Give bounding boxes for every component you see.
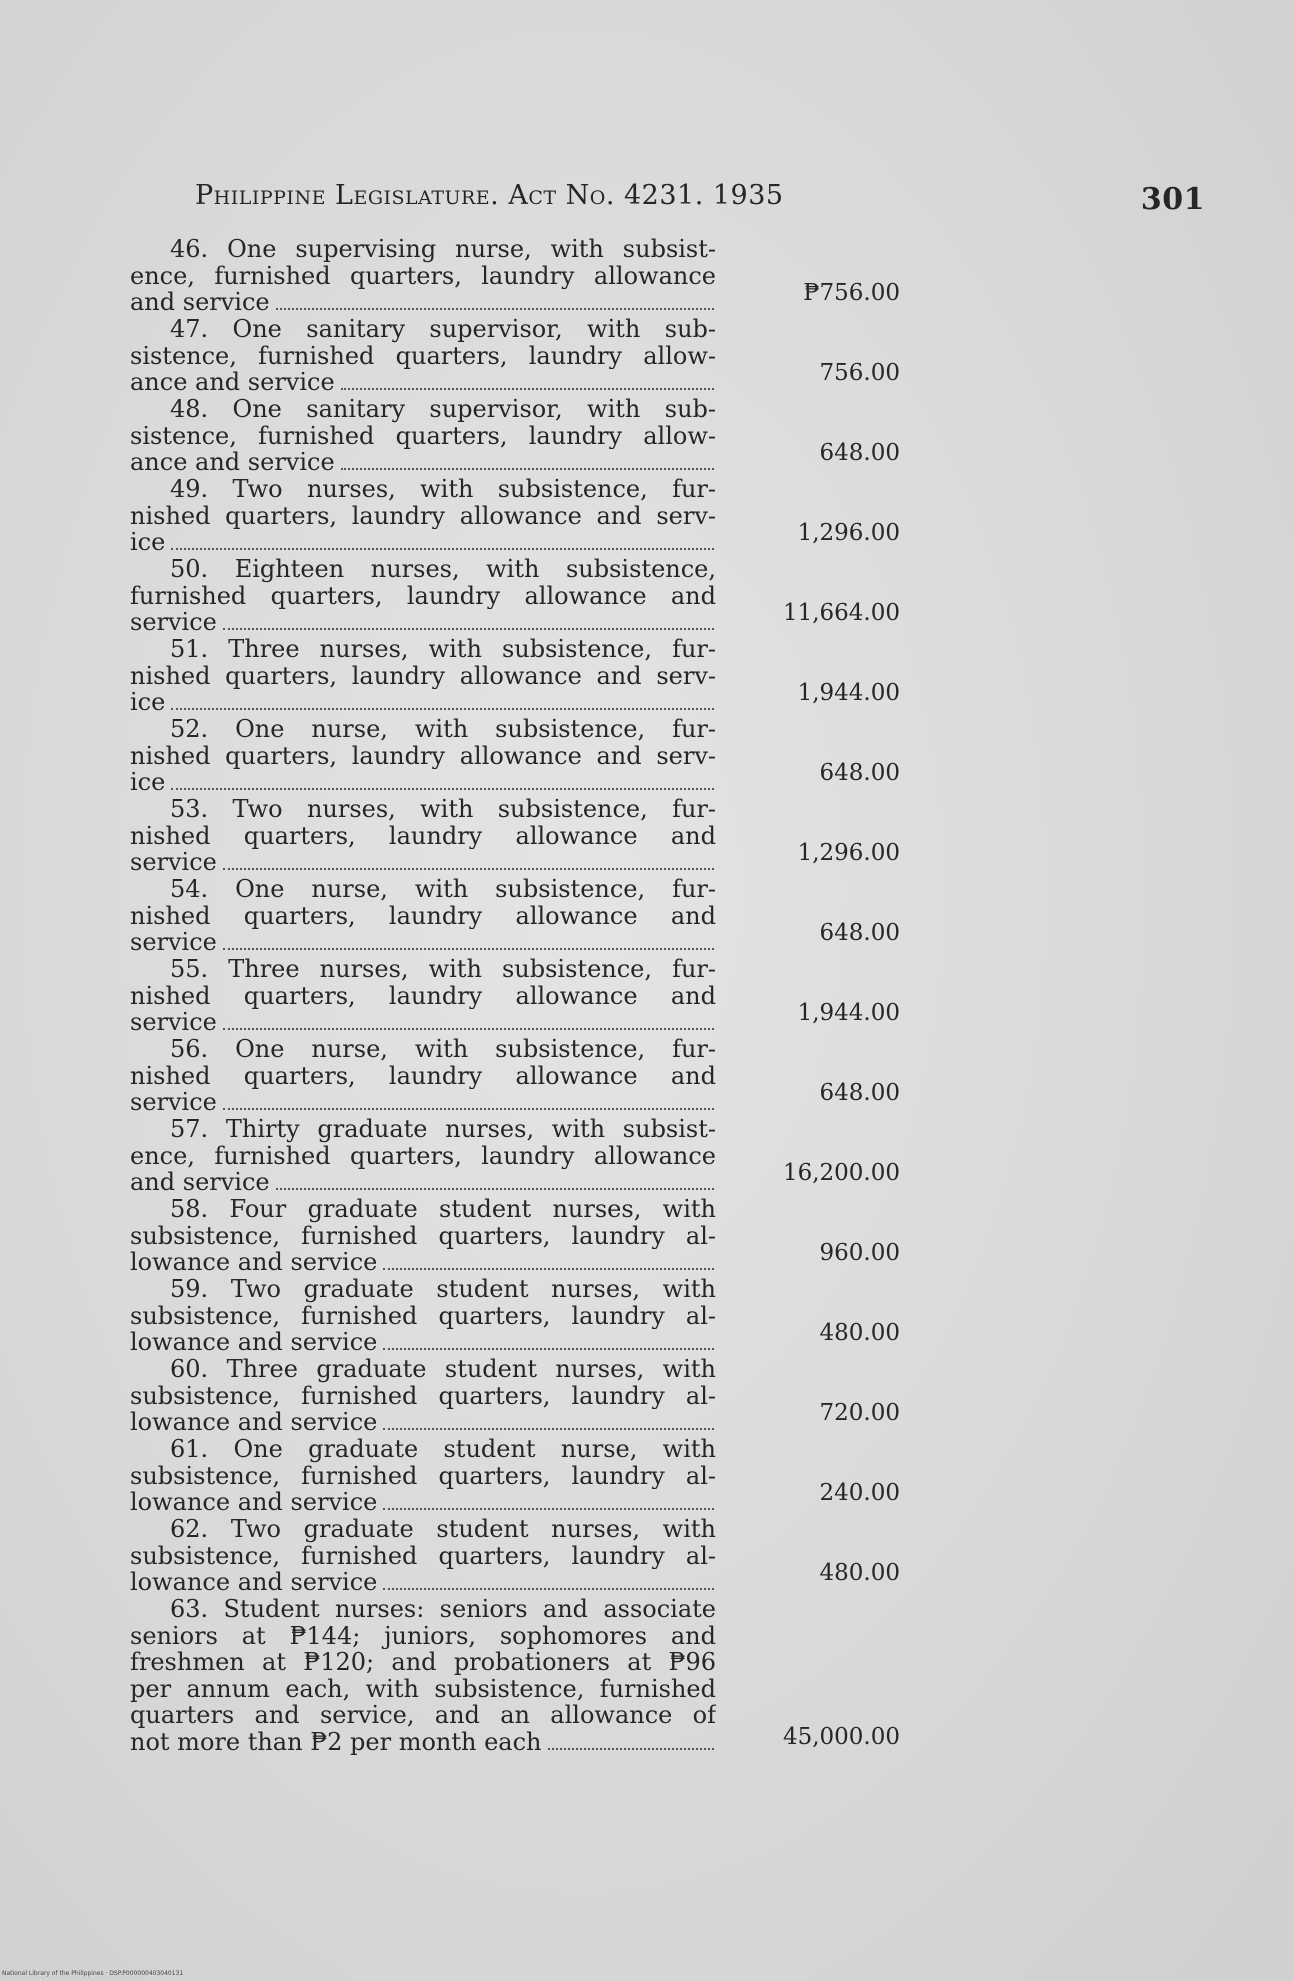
- appropriation-items: [130, 236, 900, 1756]
- description-last-text: service: [130, 609, 217, 636]
- item-amount: 648.00: [819, 760, 900, 786]
- description-line: subsistence, furnished quarters, laundry al-: [130, 1462, 716, 1489]
- description-line: furnished quarters, laundry allowance and: [130, 582, 716, 609]
- item-amount: 720.00: [819, 1400, 900, 1426]
- appropriation-item: [130, 396, 900, 476]
- appropriation-item: [130, 1516, 900, 1596]
- appropriation-item: [130, 716, 900, 796]
- description-last-text: ice: [130, 769, 166, 796]
- description-last-text: service: [130, 849, 217, 876]
- dot-leader: [171, 708, 714, 710]
- dot-leader: [341, 468, 714, 470]
- dot-leader: [276, 1188, 714, 1190]
- item-amount: 756.00: [819, 360, 900, 386]
- appropriation-item: [130, 1356, 900, 1436]
- appropriation-item: [130, 956, 900, 1036]
- description-line: per annum each, with subsistence, furnished: [130, 1675, 716, 1702]
- description-line: ence, furnished quarters, laundry allowance: [130, 262, 716, 289]
- dot-leader: [383, 1348, 714, 1350]
- appropriation-item: [130, 476, 900, 556]
- description-line: 57. Thirty graduate nurses, with subsist-: [170, 1116, 716, 1143]
- description-last-line: [130, 929, 716, 956]
- description-line: subsistence, furnished quarters, laundry al-: [130, 1222, 716, 1249]
- description-line: 51. Three nurses, with subsistence, fur-: [170, 636, 716, 663]
- description-line: sistence, furnished quarters, laundry allow-: [130, 422, 716, 449]
- item-description: [130, 956, 716, 1036]
- description-line: 49. Two nurses, with subsistence, fur-: [170, 476, 716, 503]
- dot-leader: [223, 868, 714, 870]
- description-last-text: and service: [130, 289, 270, 316]
- item-description: [130, 796, 716, 876]
- description-last-line: [130, 689, 716, 716]
- item-amount: 648.00: [819, 440, 900, 466]
- description-last-text: lowance and service: [130, 1489, 378, 1516]
- description-line: freshmen at ₱120; and probationers at ₱96: [130, 1649, 716, 1676]
- description-line: 48. One sanitary supervisor, with sub-: [170, 396, 716, 423]
- description-line: 50. Eighteen nurses, with subsistence,: [170, 556, 716, 583]
- description-last-text: ice: [130, 529, 166, 556]
- dot-leader: [383, 1428, 714, 1430]
- item-description: [130, 1036, 716, 1116]
- description-last-line: [130, 1409, 716, 1436]
- item-amount: 648.00: [819, 1080, 900, 1106]
- appropriation-item: [130, 316, 900, 396]
- item-amount: 16,200.00: [782, 1160, 900, 1186]
- description-line: 62. Two graduate student nurses, with: [170, 1516, 716, 1543]
- archive-footer-note: National Library of the Philippines · DSP.P000000403040131: [2, 1970, 184, 1977]
- description-last-text: lowance and service: [130, 1329, 378, 1356]
- appropriation-item: [130, 636, 900, 716]
- item-description: [130, 316, 716, 396]
- description-line: 55. Three nurses, with subsistence, fur-: [170, 956, 716, 983]
- description-last-line: [130, 609, 716, 636]
- item-description: [130, 1436, 716, 1516]
- description-line: nished quarters, laundry allowance and: [130, 902, 716, 929]
- description-line: 54. One nurse, with subsistence, fur-: [170, 876, 716, 903]
- dot-leader: [171, 788, 714, 790]
- description-line: nished quarters, laundry allowance and: [130, 822, 716, 849]
- description-line: subsistence, furnished quarters, laundry al-: [130, 1302, 716, 1329]
- running-head: Philippine Legislature. Act No. 4231. 1935: [195, 180, 784, 211]
- item-amount: 1,296.00: [797, 840, 900, 866]
- dot-leader: [223, 1108, 714, 1110]
- dot-leader: [341, 388, 714, 390]
- description-line: 46. One supervising nurse, with subsist-: [170, 236, 716, 263]
- page-header: [195, 180, 1205, 220]
- description-last-text: service: [130, 1089, 217, 1116]
- item-description: [130, 1196, 716, 1276]
- description-last-line: [130, 1569, 716, 1596]
- item-description: [130, 556, 716, 636]
- description-last-text: ice: [130, 689, 166, 716]
- description-line: nished quarters, laundry allowance and serv-: [130, 662, 716, 689]
- appropriation-item: [130, 796, 900, 876]
- appropriation-item: [130, 1596, 900, 1756]
- description-line: 52. One nurse, with subsistence, fur-: [170, 716, 716, 743]
- dot-leader: [548, 1748, 714, 1750]
- description-last-line: [130, 289, 716, 316]
- item-amount: 960.00: [819, 1240, 900, 1266]
- description-line: seniors at ₱144; juniors, sophomores and: [130, 1622, 716, 1649]
- description-line: 63. Student nurses: seniors and associate: [170, 1596, 716, 1623]
- item-description: [130, 636, 716, 716]
- description-line: 47. One sanitary supervisor, with sub-: [170, 316, 716, 343]
- item-amount: 480.00: [819, 1560, 900, 1586]
- description-line: 56. One nurse, with subsistence, fur-: [170, 1036, 716, 1063]
- appropriation-item: [130, 1196, 900, 1276]
- description-line: nished quarters, laundry allowance and: [130, 982, 716, 1009]
- item-description: [130, 876, 716, 956]
- appropriation-item: [130, 876, 900, 956]
- description-line: ence, furnished quarters, laundry allowance: [130, 1142, 716, 1169]
- description-last-line: [130, 529, 716, 556]
- description-last-line: [130, 1329, 716, 1356]
- description-line: 53. Two nurses, with subsistence, fur-: [170, 796, 716, 823]
- item-description: [130, 1596, 716, 1756]
- dot-leader: [383, 1508, 714, 1510]
- description-last-line: [130, 1489, 716, 1516]
- description-last-text: lowance and service: [130, 1409, 378, 1436]
- description-line: subsistence, furnished quarters, laundry al-: [130, 1382, 716, 1409]
- dot-leader: [383, 1588, 714, 1590]
- dot-leader: [383, 1268, 714, 1270]
- description-line: 61. One graduate student nurse, with: [170, 1436, 716, 1463]
- description-last-text: ance and service: [130, 449, 335, 476]
- item-amount: 1,944.00: [797, 680, 900, 706]
- description-last-line: [130, 1089, 716, 1116]
- description-last-line: [130, 769, 716, 796]
- dot-leader: [223, 628, 714, 630]
- appropriation-item: [130, 236, 900, 316]
- item-description: [130, 1516, 716, 1596]
- item-description: [130, 1356, 716, 1436]
- item-amount: 1,944.00: [797, 1000, 900, 1026]
- appropriation-item: [130, 1036, 900, 1116]
- dot-leader: [223, 948, 714, 950]
- dot-leader: [276, 308, 714, 310]
- item-amount: 11,664.00: [782, 600, 900, 626]
- description-line: sistence, furnished quarters, laundry allow-: [130, 342, 716, 369]
- description-last-text: lowance and service: [130, 1249, 378, 1276]
- appropriation-item: [130, 1276, 900, 1356]
- item-amount: 648.00: [819, 920, 900, 946]
- item-amount: 480.00: [819, 1320, 900, 1346]
- description-last-line: [130, 369, 716, 396]
- appropriation-item: [130, 556, 900, 636]
- description-line: subsistence, furnished quarters, laundry al-: [130, 1542, 716, 1569]
- appropriation-item: [130, 1116, 900, 1196]
- item-description: [130, 396, 716, 476]
- description-last-text: service: [130, 929, 217, 956]
- description-line: 60. Three graduate student nurses, with: [170, 1356, 716, 1383]
- description-last-line: [130, 1249, 716, 1276]
- item-amount: 1,296.00: [797, 520, 900, 546]
- description-last-line: [130, 849, 716, 876]
- description-last-line: [130, 1009, 716, 1036]
- description-line: 59. Two graduate student nurses, with: [170, 1276, 716, 1303]
- description-last-text: service: [130, 1009, 217, 1036]
- item-description: [130, 1116, 716, 1196]
- item-description: [130, 716, 716, 796]
- description-line: nished quarters, laundry allowance and serv-: [130, 502, 716, 529]
- item-description: [130, 236, 716, 316]
- description-line: nished quarters, laundry allowance and serv-: [130, 742, 716, 769]
- description-line: quarters and service, and an allowance of: [130, 1702, 716, 1729]
- item-amount: 45,000.00: [782, 1724, 900, 1750]
- description-last-text: ance and service: [130, 369, 335, 396]
- description-last-text: lowance and service: [130, 1569, 378, 1596]
- item-description: [130, 476, 716, 556]
- dot-leader: [171, 548, 714, 550]
- description-last-line: [130, 449, 716, 476]
- item-amount: 240.00: [819, 1480, 900, 1506]
- description-line: 58. Four graduate student nurses, with: [170, 1196, 716, 1223]
- description-line: nished quarters, laundry allowance and: [130, 1062, 716, 1089]
- page-number: 301: [1140, 182, 1205, 217]
- item-amount: ₱756.00: [803, 280, 900, 306]
- description-last-line: [130, 1729, 716, 1756]
- description-last-line: [130, 1169, 716, 1196]
- description-last-text: not more than ₱2 per month each: [130, 1728, 542, 1756]
- dot-leader: [223, 1028, 714, 1030]
- appropriation-item: [130, 1436, 900, 1516]
- item-description: [130, 1276, 716, 1356]
- description-last-text: and service: [130, 1169, 270, 1196]
